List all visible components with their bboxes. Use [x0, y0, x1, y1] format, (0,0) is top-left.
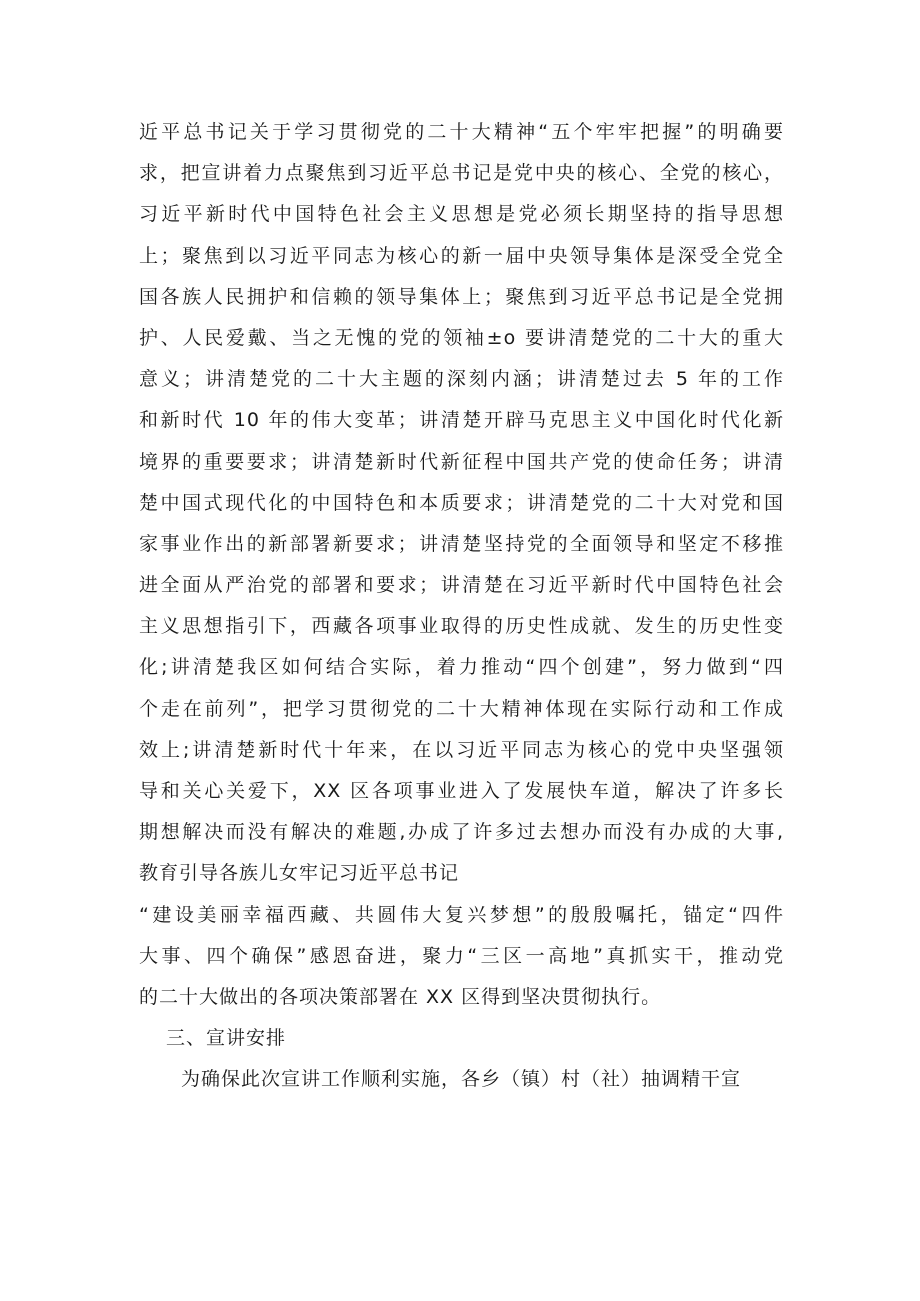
body-line-1: 近平总书记关于学习贯彻党的二十大精神“五个牢牢把握”的明确要 — [139, 121, 784, 143]
body-line-22: 的二十大做出的各项决策部署在 XX 区得到坚决贯彻执行。 — [139, 985, 662, 1008]
body-line-19: 教育引导各族儿女牢记习近平总书记 — [139, 862, 460, 885]
body-line-18: 期想解决而没有解决的难题,办成了许多过去想办而没有办成的大事, — [139, 821, 784, 844]
body-line-10: 楚中国式现代化的中国特色和本质要求；讲清楚党的二十大对党和国 — [139, 491, 784, 514]
body-line-16: 效上;讲清楚新时代十年来，在以习近平同志为核心的党中央坚强领 — [139, 738, 784, 761]
body-line-4: 上；聚焦到以习近平同志为核心的新一届中央领导集体是深受全党全 — [139, 244, 784, 267]
body-line-21: 大事、四个确保”感恩奋进，聚力“三区一高地”真抓实干，推动党 — [139, 944, 784, 967]
body-line-11: 家事业作出的新部署新要求；讲清楚坚持党的全面领导和坚定不移推 — [139, 532, 784, 555]
body-line-17: 导和关心关爱下，XX 区各项事业进入了发展快车道，解决了许多长 — [139, 780, 784, 802]
body-line-7: 意义；讲清楚党的二十大主题的深刻内涵；讲清楚过去 5 年的工作 — [139, 368, 784, 391]
document-body — [139, 112, 784, 1101]
body-line-5: 国各族人民拥护和信赖的领导集体上；聚焦到习近平总书记是全党拥 — [139, 285, 784, 308]
body-line-9: 境界的重要要求；讲清楚新时代新征程中国共产党的使命任务；讲清 — [139, 450, 784, 473]
body-line-15: 个走在前列”，把学习贯彻党的二十大精神体现在实际行动和工作成 — [139, 697, 784, 720]
paragraph-start-line: 为确保此次宣讲工作顺利实施，各乡（镇）村（社）抽调精干宣 — [181, 1068, 742, 1091]
section-heading: 三、宣讲安排 — [166, 1027, 287, 1050]
body-line-13: 主义思想指引下，西藏各项事业取得的历史性成就、发生的历史性变 — [139, 615, 784, 638]
body-line-12: 进全面从严治党的部署和要求；讲清楚在习近平新时代中国特色社会 — [139, 574, 784, 597]
body-line-20: “建设美丽幸福西藏、共圆伟大复兴梦想”的殷殷嘱托，锚定“四件 — [139, 903, 784, 926]
body-line-3: 习近平新时代中国特色社会主义思想是党必须长期坚持的指导思想 — [139, 203, 784, 226]
body-line-8: 和新时代 10 年的伟大变革；讲清楚开辟马克思主义中国化时代化新 — [139, 409, 784, 432]
body-line-2: 求，把宣讲着力点聚焦到习近平总书记是党中央的核心、全党的核心， — [139, 162, 784, 185]
body-line-14: 化;讲清楚我区如何结合实际，着力推动“四个创建”，努力做到“四 — [139, 656, 784, 679]
body-line-6: 护、人民爱戴、当之无愧的党的领袖±o 要讲清楚党的二十大的重大 — [139, 326, 784, 349]
